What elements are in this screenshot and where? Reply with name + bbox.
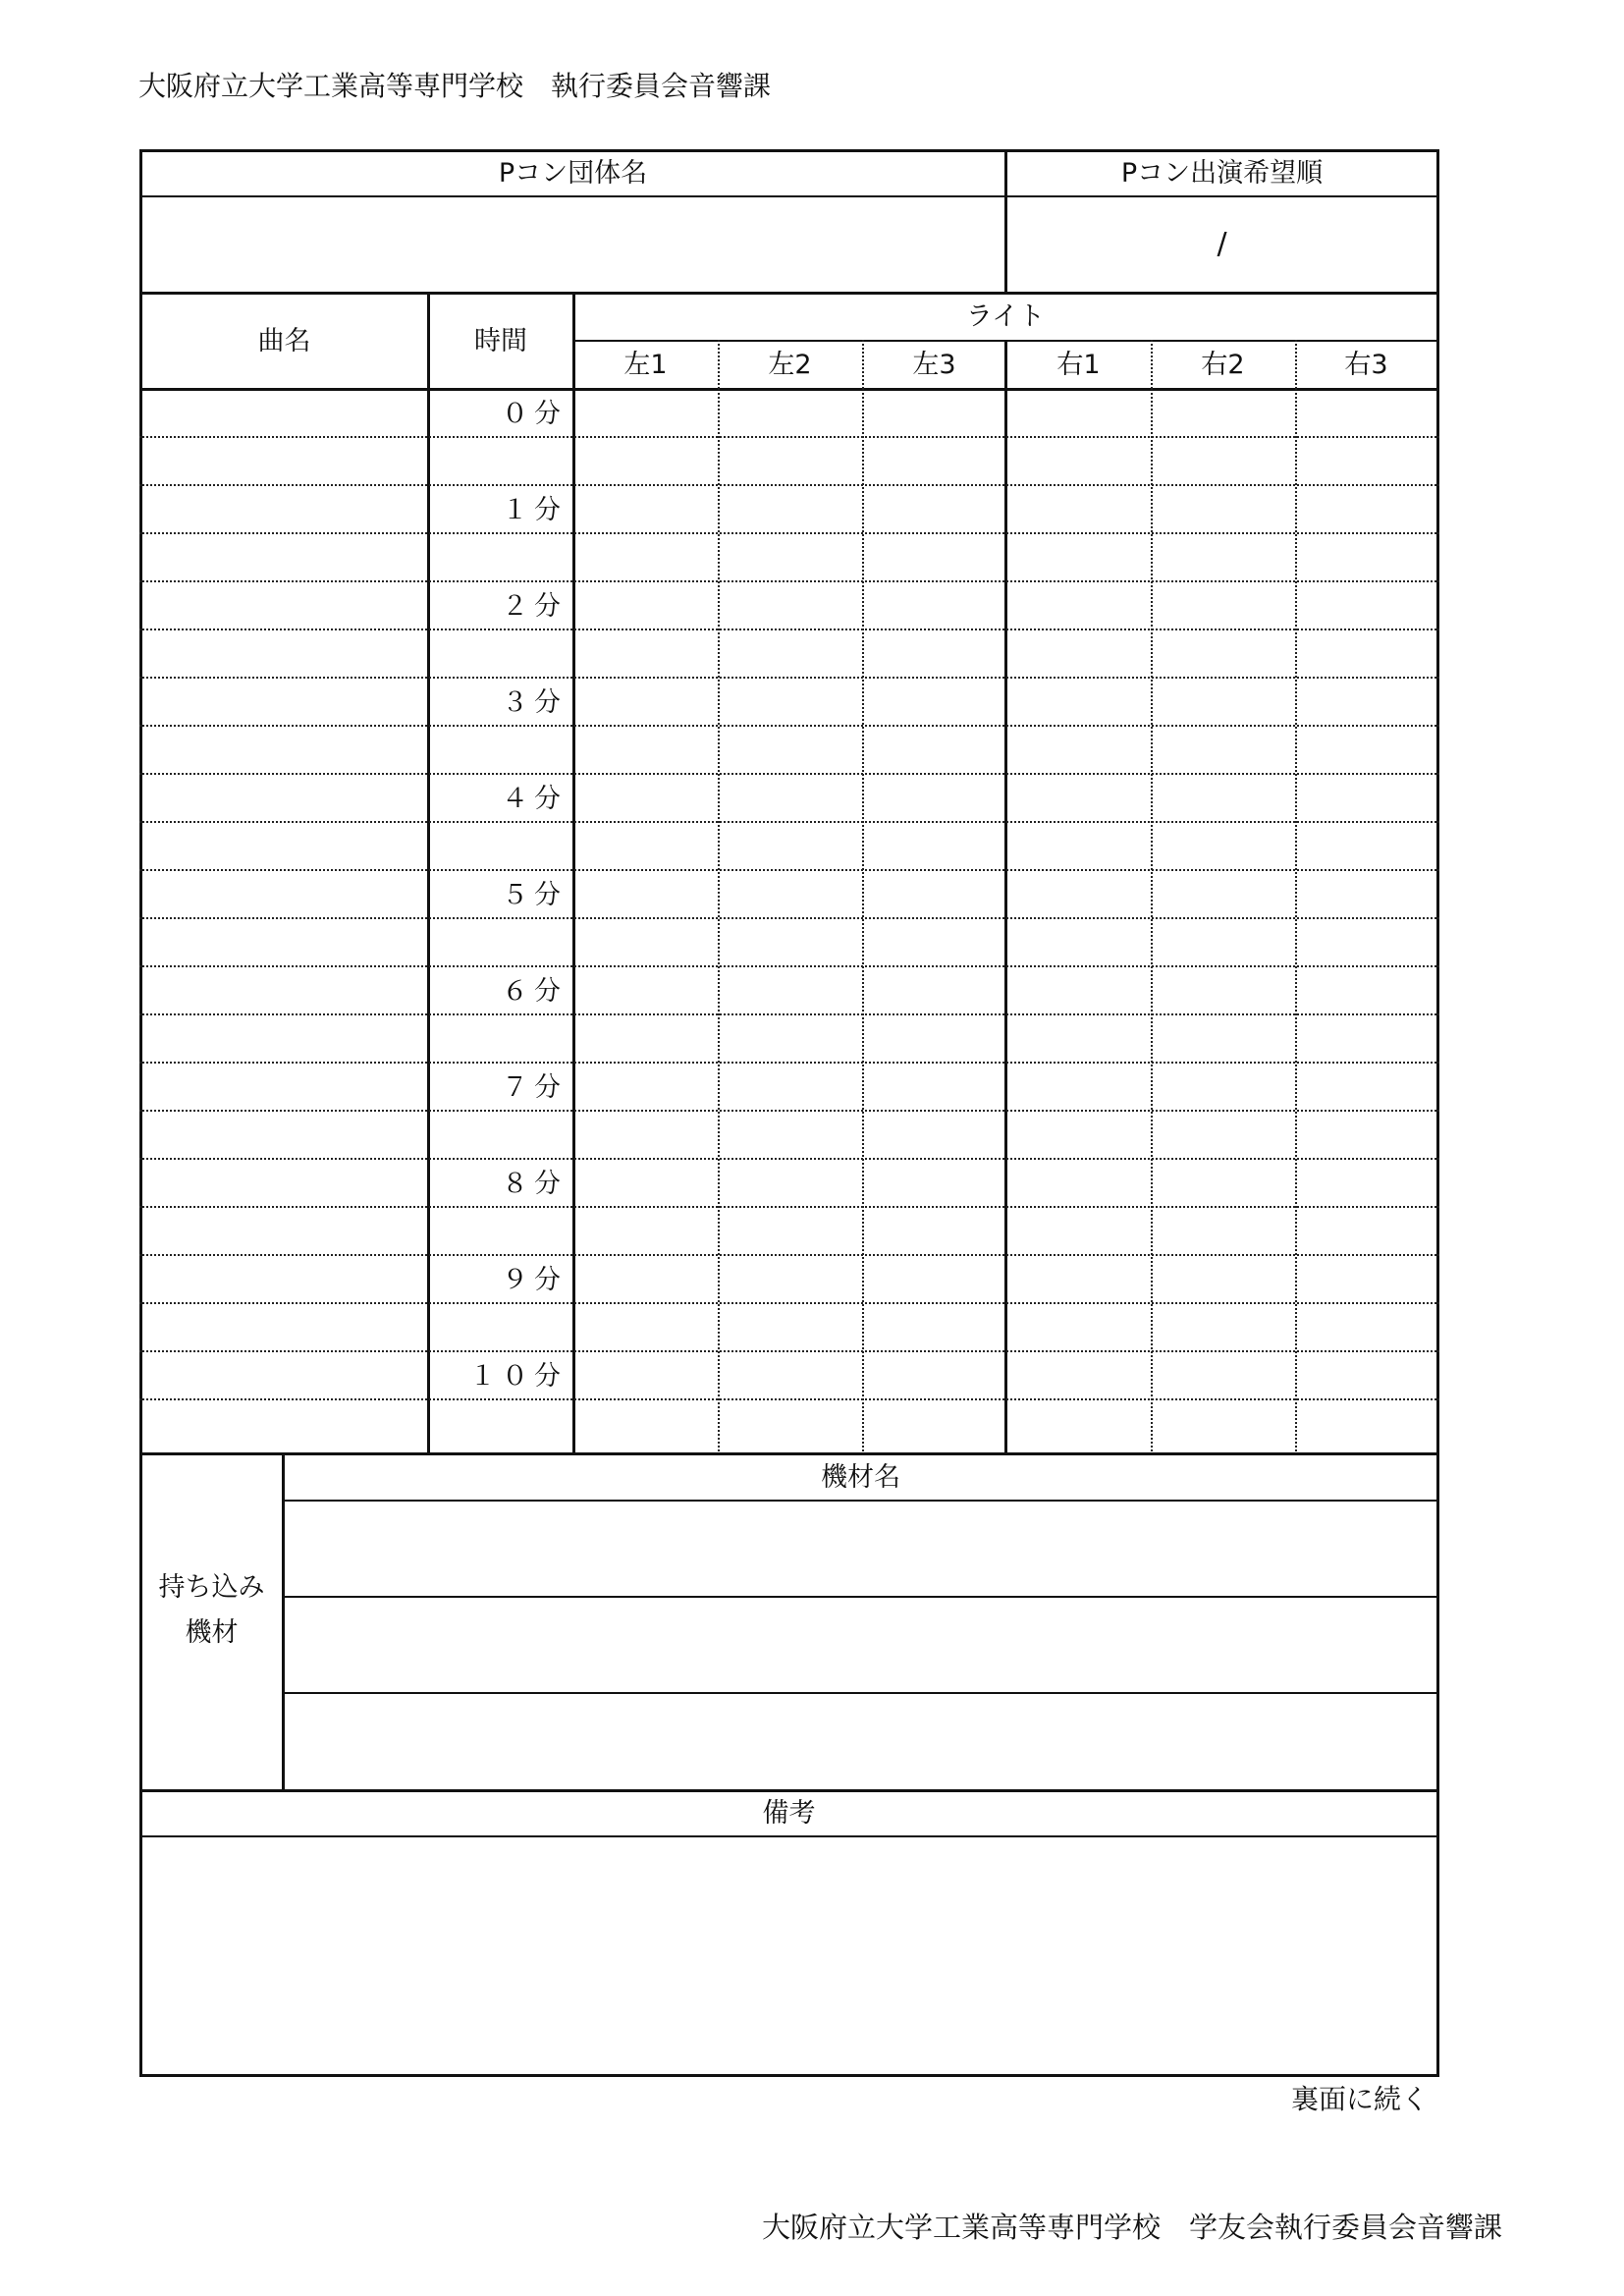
equipment-name-field[interactable] bbox=[285, 1694, 1436, 1788]
light-column-right2: 右2 bbox=[1201, 350, 1245, 380]
light-dotted-divider bbox=[1151, 388, 1153, 1455]
order-field[interactable]: / bbox=[1217, 227, 1227, 261]
light-dotted-divider bbox=[718, 388, 720, 1455]
time-mark-3: ３分 bbox=[502, 686, 567, 718]
table-border-right bbox=[1436, 149, 1439, 2077]
remarks-field[interactable] bbox=[141, 1837, 1436, 2073]
light-column-right1: 右1 bbox=[1056, 350, 1101, 380]
timeline-row-line bbox=[139, 677, 1439, 679]
time-mark-5: ５分 bbox=[502, 879, 567, 910]
timeline-row-line bbox=[139, 1254, 1439, 1256]
time-label: 時間 bbox=[474, 325, 527, 356]
light-dotted-divider bbox=[862, 388, 864, 1455]
time-mark-10: １０分 bbox=[469, 1360, 567, 1392]
equipment-label: 持ち込み機材 bbox=[158, 1572, 265, 1648]
timeline-row-line bbox=[139, 725, 1439, 727]
time-mark-7: ７分 bbox=[502, 1071, 567, 1103]
group-name-field[interactable] bbox=[141, 197, 1004, 292]
column-header-divider bbox=[139, 388, 1439, 391]
light-column-left1: 左1 bbox=[623, 350, 668, 380]
timeline-row-line bbox=[139, 1350, 1439, 1352]
timeline-row-line bbox=[139, 917, 1439, 919]
light-header-dotted-divider bbox=[862, 340, 864, 389]
timeline-row-line bbox=[139, 484, 1439, 486]
time-mark-0: ０分 bbox=[502, 398, 567, 429]
continue-note: 裏面に続く bbox=[1290, 2083, 1429, 2115]
song-name-label: 曲名 bbox=[257, 325, 311, 356]
light-dotted-divider bbox=[1295, 388, 1297, 1455]
equipment-name-label: 機材名 bbox=[821, 1461, 900, 1493]
group-name-label: Pコン団体名 bbox=[498, 158, 648, 189]
timeline-row-line bbox=[139, 1158, 1439, 1160]
timeline-row-line bbox=[139, 1206, 1439, 1208]
order-label: Pコン出演希望順 bbox=[1120, 158, 1324, 189]
table-border-bottom bbox=[139, 2074, 1439, 2077]
timeline-row-line bbox=[139, 629, 1439, 630]
header-title: 大阪府立大学工業高等専門学校 執行委員会音響課 bbox=[138, 70, 772, 102]
time-mark-1: １分 bbox=[502, 494, 567, 525]
light-column-right3: 右3 bbox=[1344, 350, 1388, 380]
timeline-row-line bbox=[139, 1062, 1439, 1064]
timeline-row-line bbox=[139, 1013, 1439, 1015]
footer-text: 大阪府立大学工業高等専門学校 学友会執行委員会音響課 bbox=[761, 2210, 1502, 2244]
light-header-dotted-divider bbox=[1295, 340, 1297, 389]
left-right-light-divider bbox=[1004, 340, 1007, 1455]
timeline-row-line bbox=[139, 869, 1439, 871]
time-mark-8: ８分 bbox=[502, 1168, 567, 1199]
time-mark-2: ２分 bbox=[502, 590, 567, 622]
light-column-left2: 左2 bbox=[768, 350, 812, 380]
time-mark-4: ４分 bbox=[502, 783, 567, 814]
timeline-row-line bbox=[139, 1398, 1439, 1400]
timeline-row-line bbox=[139, 965, 1439, 967]
light-label: ライト bbox=[965, 301, 1046, 332]
time-mark-9: ９分 bbox=[502, 1264, 567, 1295]
timeline-row-line bbox=[139, 532, 1439, 534]
equipment-name-field[interactable] bbox=[285, 1502, 1436, 1596]
remarks-label: 備考 bbox=[762, 1798, 816, 1829]
equipment-name-field[interactable] bbox=[285, 1598, 1436, 1692]
timeline-row-line bbox=[139, 580, 1439, 582]
light-header-dotted-divider bbox=[1151, 340, 1153, 389]
timeline-row-line bbox=[139, 1110, 1439, 1112]
time-light-divider bbox=[572, 292, 575, 1455]
time-mark-6: ６分 bbox=[502, 975, 567, 1007]
timeline-row-line bbox=[139, 773, 1439, 775]
timeline-row-line bbox=[139, 821, 1439, 823]
light-column-left3: 左3 bbox=[912, 350, 956, 380]
timeline-row-line bbox=[139, 436, 1439, 438]
light-header-dotted-divider bbox=[718, 340, 720, 389]
timeline-row-line bbox=[139, 1302, 1439, 1304]
table-border-left bbox=[139, 149, 142, 2077]
